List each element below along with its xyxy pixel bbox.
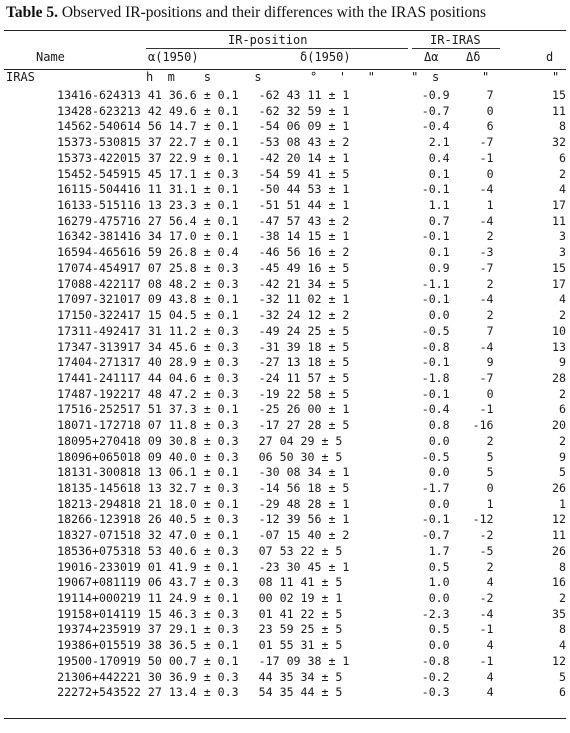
cell-name: 18536+0753 — [57, 543, 127, 558]
cell-name: 22272+5435 — [57, 685, 127, 700]
cell-d: 3 — [559, 229, 566, 244]
table-row — [4, 497, 566, 513]
cell-dec: -62 32 59 ± 1 — [258, 103, 350, 118]
cell-dec: -47 57 43 ± 2 — [258, 213, 350, 228]
cell-d: 2 — [559, 591, 566, 605]
cell-d-alpha: -0.5 — [421, 449, 450, 464]
cell-ra: 17 08 48.2 ± 0.3 — [126, 276, 239, 291]
cell-d-alpha: 0.8 — [428, 418, 450, 433]
table-row — [4, 512, 566, 528]
table-row — [4, 324, 566, 340]
cell-d-delta: -4 — [479, 292, 494, 307]
cell-d-delta: -16 — [472, 418, 494, 433]
cell-d: 5 — [559, 465, 566, 480]
cell-name: 18071-1727 — [57, 418, 127, 433]
cell-d: 6 — [559, 402, 566, 417]
table-row — [4, 591, 566, 607]
header-alpha: α(1950) — [148, 50, 199, 64]
cell-d-alpha: 1.7 — [428, 543, 450, 558]
cell-d-delta: 4 — [486, 669, 494, 684]
bottom-rule — [4, 718, 566, 719]
cell-d-alpha: 0.0 — [428, 496, 450, 511]
cell-d-delta: -7 — [479, 260, 494, 275]
cell-name: 17441-2411 — [57, 370, 127, 385]
table-row — [4, 355, 566, 371]
cell-dec: 27 04 29 ± 5 — [258, 433, 343, 448]
cell-name: 16115-5044 — [57, 182, 127, 197]
cell-name: 18096+0650 — [57, 449, 127, 464]
cell-d-alpha: -0.8 — [421, 339, 450, 354]
cell-d-alpha: -0.1 — [421, 229, 450, 244]
cell-ra: 13 42 49.6 ± 0.1 — [126, 103, 239, 118]
cell-d-delta: -4 — [479, 182, 494, 197]
cell-d-delta: -3 — [479, 245, 494, 260]
cell-ra: 17 34 45.6 ± 0.3 — [126, 339, 239, 354]
cell-dec: -32 24 12 ± 2 — [258, 308, 350, 323]
cell-name: 19386+0155 — [57, 638, 127, 653]
table-row — [4, 560, 566, 576]
cell-name: 18266-1239 — [57, 512, 127, 527]
cell-d: 5 — [559, 669, 566, 684]
table-row — [4, 685, 566, 701]
cell-dec: 01 41 22 ± 5 — [258, 606, 343, 621]
cell-d-delta: 1 — [486, 496, 494, 511]
cell-d-delta: 2 — [486, 559, 494, 574]
cell-ra: 19 37 29.1 ± 0.3 — [126, 622, 239, 637]
cell-d: 8 — [559, 622, 566, 637]
cell-name: 19500-1709 — [57, 653, 127, 668]
cell-d: 11 — [552, 103, 566, 118]
cell-ra: 15 45 17.1 ± 0.3 — [126, 166, 239, 181]
cell-d-alpha: -0.1 — [421, 512, 450, 527]
cell-name: 19016-2330 — [57, 559, 127, 574]
cell-dec: -30 08 34 ± 1 — [258, 465, 350, 480]
cell-ra: 18 21 18.0 ± 0.1 — [126, 496, 239, 511]
cell-ra: 18 53 40.6 ± 0.3 — [126, 543, 239, 558]
cell-ra: 18 26 40.5 ± 0.3 — [126, 512, 239, 527]
table-row — [4, 481, 566, 497]
table-row — [4, 104, 566, 120]
cell-d: 15 — [552, 88, 566, 102]
cell-d-alpha: 0.9 — [428, 260, 450, 275]
cell-d-delta: -7 — [479, 135, 494, 150]
cell-d-delta: 5 — [486, 449, 494, 464]
cell-ra: 19 06 43.7 ± 0.3 — [126, 575, 239, 590]
cell-dec: -24 11 57 ± 5 — [258, 370, 350, 385]
cell-d-alpha: -1.8 — [421, 370, 450, 385]
units-name: IRAS — [6, 70, 35, 84]
cell-d-alpha: 0.0 — [428, 638, 450, 653]
cell-ra: 18 07 11.8 ± 0.3 — [126, 418, 239, 433]
cell-name: 16279-4757 — [57, 213, 127, 228]
cell-d: 2 — [559, 308, 566, 323]
cell-d-delta: -7 — [479, 370, 494, 385]
cell-name: 21306+4422 — [57, 669, 127, 684]
cell-dec: -42 20 14 ± 1 — [258, 150, 350, 165]
cell-dec: -17 09 38 ± 1 — [258, 653, 350, 668]
table-row — [4, 167, 566, 183]
cell-d-alpha: 0.0 — [428, 308, 450, 323]
cell-d-alpha: -2.3 — [421, 606, 450, 621]
cell-d-alpha: 0.7 — [428, 213, 450, 228]
cell-d-delta: 0 — [486, 166, 494, 181]
header-d-delta: Δδ — [466, 50, 481, 64]
cell-dec: -49 24 25 ± 5 — [258, 323, 350, 338]
cell-dec: -25 26 00 ± 1 — [258, 402, 350, 417]
table-row — [4, 670, 566, 686]
cell-dec: -54 59 41 ± 5 — [258, 166, 350, 181]
header-delta: δ(1950) — [300, 50, 351, 64]
cell-name: 17404-2713 — [57, 355, 127, 370]
cell-d: 28 — [552, 370, 566, 385]
ir-iras-underline — [412, 48, 500, 49]
table-row — [4, 575, 566, 591]
header-ir-iras: IR-IRAS — [430, 33, 481, 47]
cell-d-delta: -4 — [479, 339, 494, 354]
cell-d-delta: 2 — [486, 308, 494, 323]
cell-dec: -51 51 44 ± 1 — [258, 198, 350, 213]
cell-ra: 16 11 31.1 ± 0.1 — [126, 182, 239, 197]
cell-dec: -12 39 56 ± 1 — [258, 512, 350, 527]
cell-d: 4 — [559, 182, 566, 197]
cell-d-delta: 2 — [486, 433, 494, 448]
cell-d-alpha: -0.1 — [421, 182, 450, 197]
cell-ra: 16 27 56.4 ± 0.1 — [126, 213, 239, 228]
cell-dec: 44 35 34 ± 5 — [258, 669, 343, 684]
cell-name: 17150-3224 — [57, 308, 127, 323]
cell-name: 17074-4549 — [57, 260, 127, 275]
cell-d-delta: -1 — [479, 653, 494, 668]
cell-name: 18135-1456 — [57, 480, 127, 495]
cell-ra: 13 41 36.6 ± 0.1 — [126, 88, 239, 102]
cell-d-delta: 5 — [486, 465, 494, 480]
cell-d-alpha: -0.2 — [421, 669, 450, 684]
cell-ra: 16 34 17.0 ± 0.1 — [126, 229, 239, 244]
cell-dec: -42 21 34 ± 5 — [258, 276, 350, 291]
cell-dec: -14 56 18 ± 5 — [258, 480, 350, 495]
cell-ra: 14 56 14.7 ± 0.1 — [126, 119, 239, 134]
table-row — [4, 371, 566, 387]
table-caption-text: Observed IR-positions and their differences with the IRAS positions — [61, 4, 487, 21]
table-body — [4, 88, 566, 701]
cell-ra: 17 51 37.3 ± 0.1 — [126, 402, 239, 417]
cell-d-delta: 4 — [486, 638, 494, 653]
cell-d: 4 — [559, 638, 566, 653]
cell-d: 17 — [552, 276, 566, 291]
cell-name: 17347-3139 — [57, 339, 127, 354]
cell-dec: -31 39 18 ± 5 — [258, 339, 350, 354]
cell-ra: 16 59 26.8 ± 0.4 — [126, 245, 239, 260]
cell-d: 26 — [552, 480, 566, 495]
cell-d: 6 — [559, 685, 566, 700]
cell-d: 3 — [559, 245, 566, 260]
cell-d-delta: -1 — [479, 150, 494, 165]
cell-d-alpha: 0.1 — [428, 166, 450, 181]
table-row — [4, 245, 566, 261]
cell-name: 18095+2704 — [57, 433, 127, 448]
table-caption-label: Table 5. — [6, 4, 58, 21]
cell-ra: 19 50 00.7 ± 0.1 — [126, 653, 239, 668]
table-row — [4, 607, 566, 623]
table-row — [4, 308, 566, 324]
cell-d: 2 — [559, 433, 566, 448]
cell-dec: -29 48 28 ± 1 — [258, 496, 350, 511]
table-row — [4, 638, 566, 654]
cell-d-alpha: 0.0 — [428, 465, 450, 480]
cell-ra: 16 13 23.3 ± 0.1 — [126, 198, 239, 213]
cell-name: 19158+0141 — [57, 606, 127, 621]
cell-name: 17516-2525 — [57, 402, 127, 417]
cell-d-delta: 0 — [486, 103, 494, 118]
cell-dec: 06 50 30 ± 5 — [258, 449, 343, 464]
cell-dec: -50 44 53 ± 1 — [258, 182, 350, 197]
cell-d-delta: 2 — [486, 229, 494, 244]
cell-d-delta: 7 — [486, 323, 494, 338]
cell-d: 8 — [559, 559, 566, 574]
cell-d-delta: 1 — [486, 198, 494, 213]
cell-d-alpha: -1.7 — [421, 480, 450, 495]
cell-d-alpha: -0.9 — [421, 88, 450, 102]
cell-dec: -53 08 43 ± 2 — [258, 135, 350, 150]
cell-name: 17487-1922 — [57, 386, 127, 401]
cell-dec: -27 13 18 ± 5 — [258, 355, 350, 370]
cell-d-alpha: -1.1 — [421, 276, 450, 291]
table-row — [4, 340, 566, 356]
table-row — [4, 465, 566, 481]
table-row — [4, 119, 566, 135]
cell-d-delta: 0 — [486, 386, 494, 401]
cell-d: 11 — [552, 528, 566, 543]
cell-d-alpha: -0.7 — [421, 103, 450, 118]
table-row — [4, 135, 566, 151]
cell-dec: -38 14 15 ± 1 — [258, 229, 350, 244]
cell-ra: 15 37 22.7 ± 0.1 — [126, 135, 239, 150]
table-row — [4, 622, 566, 638]
cell-d-delta: 6 — [486, 119, 494, 134]
cell-ra: 19 15 46.3 ± 0.3 — [126, 606, 239, 621]
table-row — [4, 151, 566, 167]
cell-d: 12 — [552, 512, 566, 527]
units-da: s — [432, 70, 440, 84]
cell-name: 17097-3210 — [57, 292, 127, 307]
cell-d-delta: 0 — [486, 480, 494, 495]
cell-name: 18213-2948 — [57, 496, 127, 511]
cell-d: 6 — [559, 150, 566, 165]
cell-dec: -54 06 09 ± 1 — [258, 119, 350, 134]
cell-ra: 15 37 22.9 ± 0.1 — [126, 150, 239, 165]
cell-d-delta: -1 — [479, 622, 494, 637]
cell-ra: 17 48 47.2 ± 0.3 — [126, 386, 239, 401]
cell-d-delta: -12 — [472, 512, 494, 527]
cell-d-alpha: 2.1 — [428, 135, 450, 150]
ir-position-underline — [146, 48, 408, 49]
table-caption — [6, 4, 566, 22]
cell-dec: -07 15 40 ± 2 — [258, 528, 350, 543]
cell-ra: 17 15 04.5 ± 0.1 — [126, 308, 239, 323]
units-dec: ° ' " " — [310, 70, 419, 84]
cell-dec: 00 02 19 ± 1 — [258, 591, 343, 605]
cell-d-delta: 4 — [486, 575, 494, 590]
cell-d: 2 — [559, 166, 566, 181]
cell-dec: 07 53 22 ± 5 — [258, 543, 343, 558]
cell-dec: 08 11 41 ± 5 — [258, 575, 343, 590]
cell-d: 4 — [559, 292, 566, 307]
cell-dec: -23 30 45 ± 1 — [258, 559, 350, 574]
cell-name: 16342-3814 — [57, 229, 127, 244]
cell-d: 15 — [552, 260, 566, 275]
cell-name: 15373-4220 — [57, 150, 127, 165]
cell-ra: 18 09 30.8 ± 0.3 — [126, 433, 239, 448]
cell-ra: 17 07 25.8 ± 0.3 — [126, 260, 239, 275]
cell-d: 2 — [559, 386, 566, 401]
header-d: d — [546, 50, 554, 64]
cell-d-delta: -4 — [479, 213, 494, 228]
cell-d-delta: 9 — [486, 355, 494, 370]
cell-d-alpha: -0.4 — [421, 119, 450, 134]
cell-d: 10 — [552, 323, 566, 338]
cell-dec: 01 55 31 ± 5 — [258, 638, 343, 653]
cell-d: 9 — [559, 449, 566, 464]
table-row — [4, 434, 566, 450]
cell-d: 20 — [552, 418, 566, 433]
cell-d: 35 — [552, 606, 566, 621]
cell-ra: 18 13 06.1 ± 0.1 — [126, 465, 239, 480]
cell-name: 17088-4221 — [57, 276, 127, 291]
cell-d-alpha: -0.7 — [421, 528, 450, 543]
cell-ra: 21 30 36.9 ± 0.3 — [126, 669, 239, 684]
cell-d: 12 — [552, 653, 566, 668]
cell-name: 19114+0002 — [57, 591, 127, 605]
header-d-alpha: Δα — [424, 50, 439, 64]
cell-d: 32 — [552, 135, 566, 150]
cell-ra: 18 32 47.0 ± 0.1 — [126, 528, 239, 543]
cell-d: 17 — [552, 198, 566, 213]
cell-name: 19374+2359 — [57, 622, 127, 637]
table-row — [4, 292, 566, 308]
cell-d-alpha: 0.0 — [428, 591, 450, 605]
cell-d-alpha: 0.5 — [428, 622, 450, 637]
cell-d-delta: -2 — [479, 528, 494, 543]
cell-name: 15373-5308 — [57, 135, 127, 150]
cell-name: 13428-6232 — [57, 103, 127, 118]
header-name: Name — [36, 50, 65, 64]
cell-name: 17311-4924 — [57, 323, 127, 338]
cell-d: 13 — [552, 339, 566, 354]
cell-ra: 17 09 43.8 ± 0.1 — [126, 292, 239, 307]
cell-d-delta: 7 — [486, 88, 494, 102]
cell-d-alpha: -0.1 — [421, 386, 450, 401]
cell-d-alpha: -0.1 — [421, 292, 450, 307]
units-ra: h m s s — [146, 70, 262, 84]
cell-name: 19067+0811 — [57, 575, 127, 590]
cell-d: 16 — [552, 575, 566, 590]
cell-d: 1 — [559, 496, 566, 511]
cell-name: 13416-6243 — [57, 88, 127, 102]
table-row — [4, 528, 566, 544]
cell-d-alpha: 0.4 — [428, 150, 450, 165]
cell-d: 26 — [552, 543, 566, 558]
data-table — [4, 88, 566, 701]
cell-d: 8 — [559, 119, 566, 134]
units-d: " — [552, 70, 560, 84]
cell-dec: -17 27 28 ± 5 — [258, 418, 350, 433]
table-row — [4, 450, 566, 466]
cell-dec: -62 43 11 ± 1 — [258, 88, 350, 102]
table-row — [4, 261, 566, 277]
cell-name: 15452-5459 — [57, 166, 127, 181]
cell-name: 14562-5406 — [57, 119, 127, 134]
cell-d-delta: 2 — [486, 276, 494, 291]
cell-d-delta: -1 — [479, 402, 494, 417]
table-row — [4, 387, 566, 403]
cell-d-delta: -5 — [479, 543, 494, 558]
cell-d-alpha: -0.1 — [421, 355, 450, 370]
cell-dec: -46 56 16 ± 2 — [258, 245, 350, 260]
top-rule — [4, 30, 566, 31]
cell-d-alpha: 1.0 — [428, 575, 450, 590]
cell-name: 18131-3008 — [57, 465, 127, 480]
cell-dec: -45 49 16 ± 5 — [258, 260, 350, 275]
table-row — [4, 198, 566, 214]
cell-ra: 19 01 41.9 ± 0.1 — [126, 559, 239, 574]
cell-dec: -19 22 58 ± 5 — [258, 386, 350, 401]
cell-ra: 17 40 28.9 ± 0.3 — [126, 355, 239, 370]
cell-dec: -32 11 02 ± 1 — [258, 292, 350, 307]
cell-ra: 19 11 24.9 ± 0.1 — [126, 591, 239, 605]
cell-ra: 17 44 04.6 ± 0.3 — [126, 370, 239, 385]
units-dd: " — [482, 70, 490, 84]
cell-d-alpha: 0.0 — [428, 433, 450, 448]
cell-name: 18327-0715 — [57, 528, 127, 543]
cell-dec: 54 35 44 ± 5 — [258, 685, 343, 700]
cell-d-alpha: -0.8 — [421, 653, 450, 668]
table-row — [4, 214, 566, 230]
cell-name: 16133-5151 — [57, 198, 127, 213]
table-row — [4, 418, 566, 434]
header-ir-position: IR-position — [228, 33, 308, 47]
table-row — [4, 229, 566, 245]
cell-d-delta: -2 — [479, 591, 494, 605]
cell-name: 16594-4656 — [57, 245, 127, 260]
table-row — [4, 182, 566, 198]
cell-ra: 18 13 32.7 ± 0.3 — [126, 480, 239, 495]
table-row — [4, 654, 566, 670]
cell-d-alpha: -0.5 — [421, 323, 450, 338]
cell-dec: 23 59 25 ± 5 — [258, 622, 343, 637]
table-row — [4, 277, 566, 293]
cell-d: 9 — [559, 355, 566, 370]
table-row — [4, 402, 566, 418]
cell-d: 11 — [552, 213, 566, 228]
cell-d-delta: 4 — [486, 685, 494, 700]
cell-d-alpha: -0.4 — [421, 402, 450, 417]
cell-ra: 18 09 40.0 ± 0.3 — [126, 449, 239, 464]
table-row — [4, 544, 566, 560]
cell-ra: 17 31 11.2 ± 0.3 — [126, 323, 239, 338]
cell-d-alpha: 1.1 — [428, 198, 450, 213]
cell-d-delta: -4 — [479, 606, 494, 621]
table-row — [4, 88, 566, 104]
cell-d-alpha: -0.3 — [421, 685, 450, 700]
cell-d-alpha: 0.1 — [428, 245, 450, 260]
cell-ra: 22 27 13.4 ± 0.3 — [126, 685, 239, 700]
cell-d-alpha: 0.5 — [428, 559, 450, 574]
cell-ra: 19 38 36.5 ± 0.1 — [126, 638, 239, 653]
